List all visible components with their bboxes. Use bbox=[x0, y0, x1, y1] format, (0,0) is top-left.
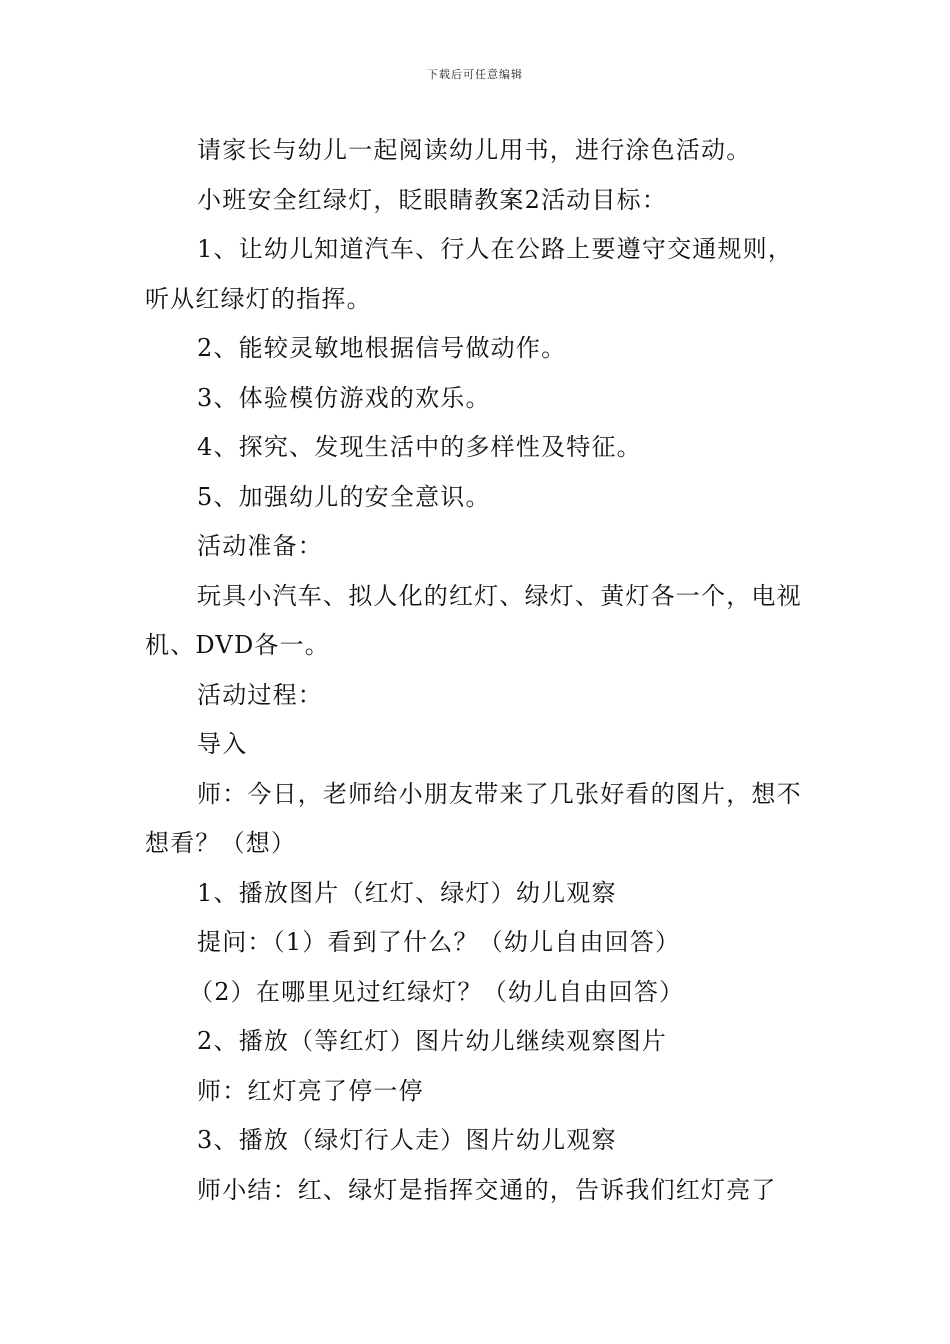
paragraph-introduction: 导入 bbox=[197, 730, 248, 758]
paragraph-teacher-opening: 师：今日，老师给小朋友带来了几张好看的图片，想不想看？（想） bbox=[145, 779, 802, 857]
paragraph-teacher-red-light: 师：红灯亮了停一停 bbox=[197, 1076, 424, 1105]
paragraph-goal-1: 1、让幼儿知道汽车、行人在公路上要遵守交通规则，听从红绿灯的指挥。 bbox=[145, 235, 794, 313]
paragraph-goal-5: 5、加强幼儿的安全意识。 bbox=[197, 482, 491, 511]
paragraph-goal-4: 4、探究、发现生活中的多样性及特征。 bbox=[197, 433, 642, 461]
paragraph-goal-2: 2、能较灵敏地根据信号做动作。 bbox=[197, 334, 567, 362]
paragraph-question-2: （2）在哪里见过红绿灯？（幼儿自由回答） bbox=[189, 977, 685, 1006]
paragraph-step-1: 1、播放图片（红灯、绿灯）幼儿观察 bbox=[197, 878, 617, 907]
paragraph-process-heading: 活动过程： bbox=[197, 680, 323, 709]
paragraph-step-3: 3、播放（绿灯行人走）图片幼儿观察 bbox=[197, 1126, 617, 1154]
paragraph-goal-3: 3、体验模仿游戏的欢乐。 bbox=[197, 383, 491, 412]
paragraph-lesson-title: 小班安全红绿灯，眨眼睛教案2活动目标： bbox=[197, 185, 668, 214]
page-header: 下载后可任意编辑 bbox=[427, 68, 523, 81]
paragraph-teacher-summary: 师小结：红、绿灯是指挥交通的，告诉我们红灯亮了 bbox=[197, 1175, 777, 1204]
paragraph-preparation-heading: 活动准备： bbox=[197, 532, 323, 560]
paragraph-preparation-items: 玩具小汽车、拟人化的红灯、绿灯、黄灯各一个，电视机、DVD各一。 bbox=[145, 581, 802, 659]
paragraph-step-2: 2、播放（等红灯）图片幼儿继续观察图片 bbox=[197, 1027, 668, 1055]
document-body bbox=[145, 126, 810, 1215]
paragraph-question-1: 提问：（1）看到了什么？（幼儿自由回答） bbox=[197, 928, 681, 956]
paragraph-reading-activity: 请家长与幼儿一起阅读幼儿用书，进行涂色活动。 bbox=[197, 136, 752, 164]
